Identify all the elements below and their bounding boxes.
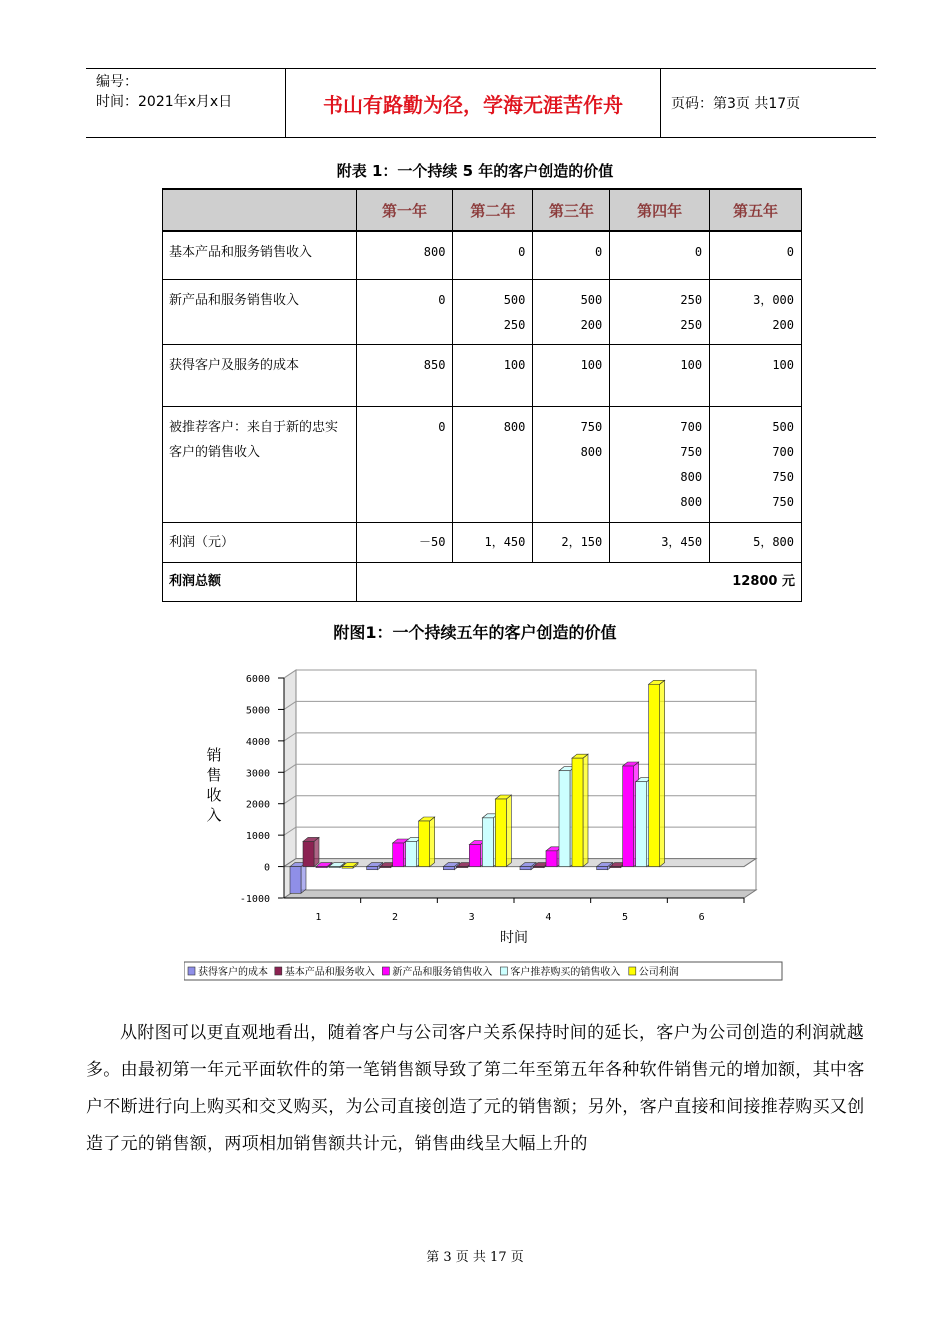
header-page-label: 页码：第3页 共17页 [671,96,801,112]
bar [367,867,378,870]
table-cell: 1，450 [453,522,533,562]
table-header-row [163,189,802,231]
table-cell: 0 [356,279,453,344]
row-label: 新产品和服务销售收入 [163,279,357,344]
y-tick-label: -1000 [239,894,270,905]
bar [393,843,404,867]
table-cell: 2，150 [533,522,610,562]
table-cell: 250 250 [610,279,710,344]
table-cell: 800 [356,231,453,279]
table-cell: 5，800 [710,522,802,562]
bar [559,771,570,867]
x-tick-label: 3 [468,912,475,923]
table-cell: 700 750 800 800 [610,406,710,522]
table-cell: 850 [356,344,453,406]
legend-label: 获得客户的成本 [198,967,268,978]
bar-side [660,680,665,866]
legend-swatch [188,967,195,975]
bar-side [314,837,319,866]
legend-label: 新产品和服务销售收入 [392,967,493,978]
bar [597,867,608,870]
table-cell: 100 [710,344,802,406]
time-label: 时间：2021年x月x日 [96,94,233,110]
col-header: 第二年 [453,189,533,231]
total-value: 12800 元 [356,562,801,601]
bar [316,867,327,868]
table-cell: 750 800 [533,406,610,522]
table-total-row [163,562,802,601]
legend-label: 基本产品和服务收入 [284,967,375,978]
table-cell: 800 [453,406,533,522]
table-cell: 3，450 [610,522,710,562]
bar-side [301,863,306,894]
table-cell: 0 [533,231,610,279]
header-meta [86,69,286,137]
page-footer: 第 3 页 共 17 页 [426,1250,524,1265]
row-label: 利润（元） [163,522,357,562]
x-tick-label: 5 [621,912,629,923]
bar [303,841,314,866]
table-cell: 100 [453,344,533,406]
x-tick-label: 4 [545,912,552,923]
y-tick-label: 3000 [245,768,270,780]
legend-label: 公司利润 [638,967,679,978]
table-cell: 500 250 [453,279,533,344]
x-tick-label: 2 [391,912,399,923]
bar [623,766,634,867]
bar [546,851,557,867]
bar [533,867,544,868]
table-cell: 100 [533,344,610,406]
legend-label: 客户推荐购买的销售收入 [510,967,621,978]
bar [380,867,391,868]
table-row [163,406,802,522]
bar [636,782,647,867]
col-header: 第四年 [610,189,710,231]
row-label: 获得客户及服务的成本 [163,344,357,406]
total-label: 利润总额 [163,562,357,601]
bar [329,867,340,868]
bar [443,867,454,870]
table-cell: 500 700 750 750 [710,406,802,522]
bar [649,684,660,866]
legend-swatch [629,967,636,975]
table-cell: 3，000 200 [710,279,802,344]
table-cell: 500 200 [533,279,610,344]
bar [419,821,430,867]
y-axis-label: 销售收入 [206,746,222,824]
y-tick-label: 2000 [245,799,270,811]
col-header: 第五年 [710,189,802,231]
bar-side [430,817,435,867]
bar [572,758,583,866]
page-header [86,68,876,138]
y-tick-label: 6000 [245,674,270,685]
plot-back-wall [296,670,756,890]
bar [482,818,493,867]
table-row [163,231,802,279]
legend-swatch [275,967,282,975]
col-header: 第一年 [356,189,453,231]
table-row [163,522,802,562]
bar [456,867,467,868]
row-label: 基本产品和服务销售收入 [163,231,357,279]
bar [520,867,531,870]
table-cell: 100 [610,344,710,406]
legend-swatch [382,967,389,975]
col-header: 第三年 [533,189,610,231]
table-row [163,279,802,344]
y-tick-label: 5000 [245,705,270,717]
bar [469,845,480,867]
number-label: 编号： [96,74,138,90]
bar [290,867,301,894]
bar [342,867,353,869]
bar-side [583,754,588,866]
chart-caption: 附图1：一个持续五年的客户创造的价值 [333,623,617,642]
table-cell: 0 [610,231,710,279]
x-tick-label: 1 [315,912,322,923]
y-tick-label: 1000 [245,831,270,843]
bar-chart [184,660,784,990]
bar [406,841,417,866]
bar [495,799,506,867]
table-cell: 0 [453,231,533,279]
bar [610,867,621,868]
value-table [162,188,802,602]
y-tick-label: 0 [263,862,270,874]
table-cell: 0 [710,231,802,279]
table-corner [163,189,357,231]
bar-side [506,795,511,867]
row-label: 被推荐客户：来自于新的忠实客户的销售收入 [163,406,357,522]
plot-floor [284,890,756,898]
table-caption: 附表 1：一个持续 5 年的客户创造的价值 [336,162,614,180]
table-row [163,344,802,406]
x-tick-label: 6 [698,912,705,923]
table-cell: 0 [356,406,453,522]
x-axis-label: 时间 [500,930,528,946]
y-tick-label: 4000 [245,736,270,748]
header-motto: 书山有路勤为径，学海无涯苦作舟 [286,69,661,137]
legend-swatch [500,967,507,975]
table-cell: －50 [356,522,453,562]
body-paragraph: 从附图可以更直观地看出，随着客户与公司客户关系保持时间的延长，客户为公司创造的利润就越多。由最初第一年元平面软件的第一笔销售额导致了第二年至第五年各种软件销售元的增加额，其中客户不断进行向上购买和交叉购买，为公司直接创造了元的销售额；另外，客户直接和间接推荐购买又创造了元的销售额，两项相加销售额共计元，销售曲线呈大幅上升的 [86,1023,865,1154]
